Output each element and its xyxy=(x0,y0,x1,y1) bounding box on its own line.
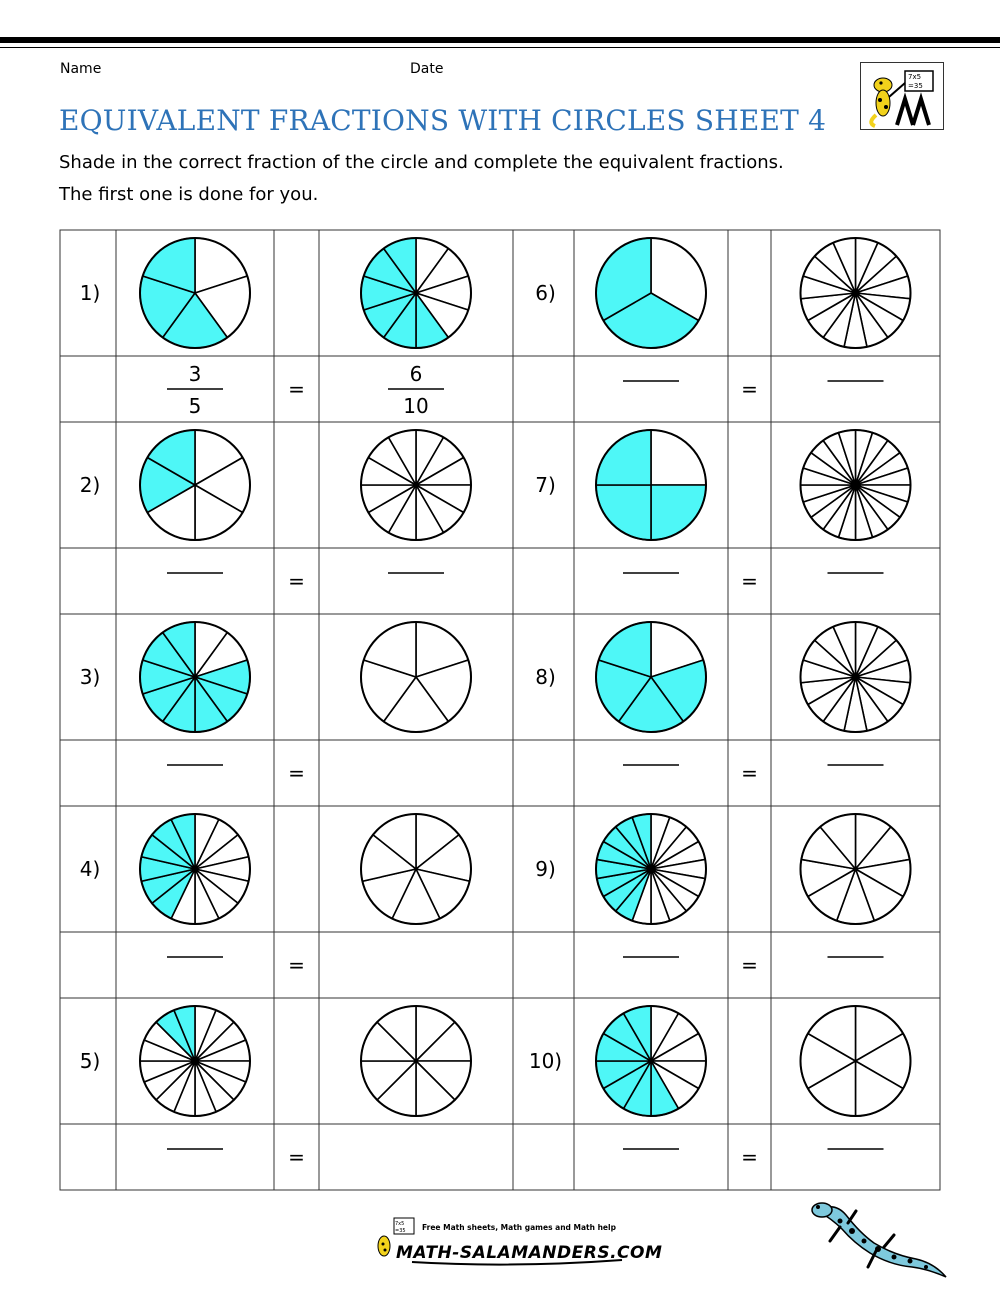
equals-sign: = xyxy=(741,377,758,401)
instructions-line-2: The first one is done for you. xyxy=(59,184,319,205)
equals-sign: = xyxy=(741,953,758,977)
equals-sign: = xyxy=(288,377,305,401)
page-title: EQUIVALENT FRACTIONS WITH CIRCLES SHEET 4 xyxy=(59,104,827,137)
fraction-circle-left[interactable] xyxy=(596,238,706,348)
problem-number: 5) xyxy=(79,1049,101,1073)
fraction-circle-right[interactable] xyxy=(361,1006,471,1116)
fraction-circle-left[interactable] xyxy=(596,814,706,924)
name-label: Name xyxy=(60,61,102,77)
equals-sign: = xyxy=(741,761,758,785)
fraction-circle-left[interactable] xyxy=(140,430,250,540)
equals-sign: = xyxy=(288,569,305,593)
numerator-right: 6 xyxy=(409,362,423,386)
problem-number: 8) xyxy=(535,665,556,689)
fraction-circle-right[interactable] xyxy=(361,814,471,924)
numerator-left: 3 xyxy=(188,362,202,386)
problem-number: 2) xyxy=(79,473,101,497)
denominator-right: 10 xyxy=(403,394,429,418)
equals-sign: = xyxy=(741,1145,758,1169)
problem-number: 7) xyxy=(535,473,556,497)
salamander-icon xyxy=(804,1197,950,1287)
footer-logo-board-2: =35 xyxy=(395,1228,406,1234)
fraction-circle-left[interactable] xyxy=(596,1006,706,1116)
date-label: Date xyxy=(410,61,444,77)
equals-sign: = xyxy=(288,1145,305,1169)
fraction-circle-right[interactable] xyxy=(800,238,910,348)
fraction-circle-right[interactable] xyxy=(800,1006,910,1116)
fraction-circle-left[interactable] xyxy=(140,1006,250,1116)
fraction-circle-left[interactable] xyxy=(140,238,250,348)
footer-logo xyxy=(372,1216,663,1272)
problem-number: 6) xyxy=(535,281,556,305)
fraction-circle-left[interactable] xyxy=(140,814,250,924)
problem-number: 3) xyxy=(79,665,101,689)
fraction-circle-left[interactable] xyxy=(140,622,250,732)
equals-sign: = xyxy=(741,569,758,593)
denominator-left: 5 xyxy=(188,394,202,418)
logo-board-line1: 7x5 xyxy=(908,73,922,81)
fraction-circle-left[interactable] xyxy=(596,430,706,540)
fraction-circle-right[interactable] xyxy=(361,622,471,732)
footer-logo-board-1: 7x5 xyxy=(395,1221,405,1227)
footer-tagline: Free Math sheets, Math games and Math help xyxy=(422,1223,616,1232)
fraction-circle-right[interactable] xyxy=(801,814,911,924)
equals-sign: = xyxy=(288,953,305,977)
problem-number: 9) xyxy=(535,857,556,881)
problem-number: 4) xyxy=(79,857,101,881)
fraction-circle-left[interactable] xyxy=(596,622,706,732)
logo-board-line2: =35 xyxy=(908,82,923,90)
fraction-circle-right[interactable] xyxy=(361,430,471,540)
footer-site-name: MATH-SALAMANDERS.COM xyxy=(396,1243,663,1263)
instructions-line-1: Shade in the correct fraction of the circle and complete the equivalent fractions. xyxy=(59,152,784,173)
equals-sign: = xyxy=(288,761,305,785)
fraction-circle-right[interactable] xyxy=(801,430,911,540)
fraction-circle-right[interactable] xyxy=(800,622,910,732)
problem-number: 1) xyxy=(79,281,101,305)
problem-number: 10) xyxy=(528,1049,563,1073)
fraction-circle-right[interactable] xyxy=(361,238,471,348)
